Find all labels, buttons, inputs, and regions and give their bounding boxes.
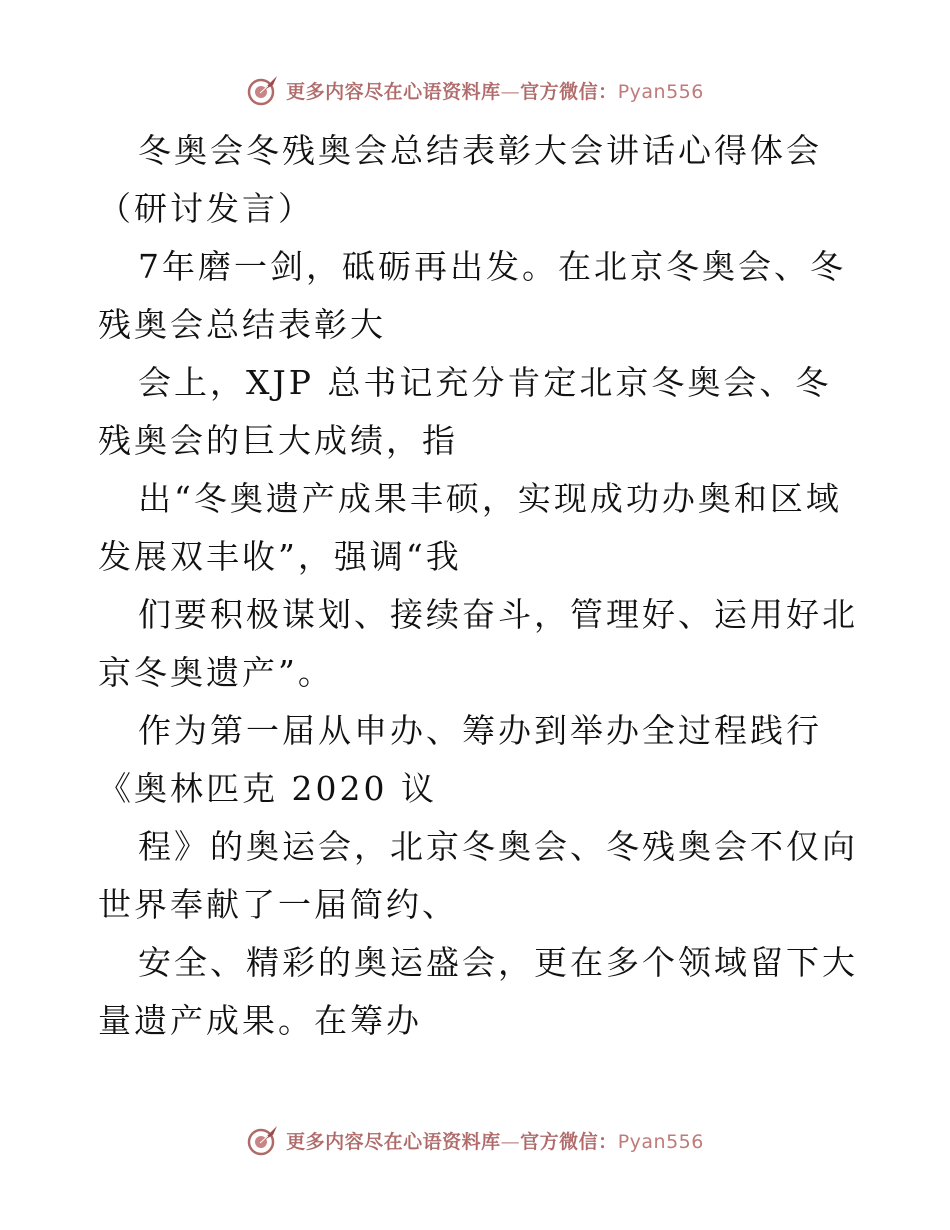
paragraph: 程》的奥运会，北京冬奥会、冬残奥会不仅向世界奉献了一届简约、 <box>98 827 858 924</box>
paragraph: 安全、精彩的奥运盛会，更在多个领域留下大量遗产成果。在筹办 <box>98 943 858 1040</box>
watermark-wechat-id: Pyan556 <box>617 1130 704 1153</box>
watermark-text <box>286 1127 704 1154</box>
quill-logo-icon <box>246 1123 280 1157</box>
paragraph: 们要积极谋划、接续奋斗，管理好、运用好北京冬奥遗产”。 <box>98 595 858 692</box>
footer-watermark <box>0 1120 950 1160</box>
watermark-text <box>286 77 704 104</box>
paragraph: 7年磨一剑，砥砺再出发。在北京冬奥会、冬残奥会总结表彰大 <box>98 247 846 344</box>
quill-logo-icon <box>246 73 280 107</box>
watermark-wechat-id: Pyan556 <box>617 80 704 103</box>
paragraph-title: 冬奥会冬残奥会总结表彰大会讲话心得体会（研讨发言） <box>98 131 822 228</box>
watermark-wechat-label: 官方微信： <box>520 1130 618 1153</box>
watermark-main: 更多内容尽在心语资料库 <box>286 80 501 103</box>
header-watermark <box>0 70 950 110</box>
document-body <box>98 122 858 1050</box>
watermark-separator: — <box>500 1130 521 1153</box>
paragraph: 出“冬奥遗产成果丰硕，实现成功办奥和区域发展双丰收”，强调“我 <box>98 479 842 576</box>
watermark-wechat-label: 官方微信： <box>520 80 618 103</box>
paragraph: 会上，XJP 总书记充分肯定北京冬奥会、冬残奥会的巨大成绩，指 <box>98 363 832 460</box>
watermark-main: 更多内容尽在心语资料库 <box>286 1130 501 1153</box>
watermark-separator: — <box>500 80 521 103</box>
paragraph: 作为第一届从申办、筹办到举办全过程践行《奥林匹克 2020 议 <box>98 711 822 808</box>
